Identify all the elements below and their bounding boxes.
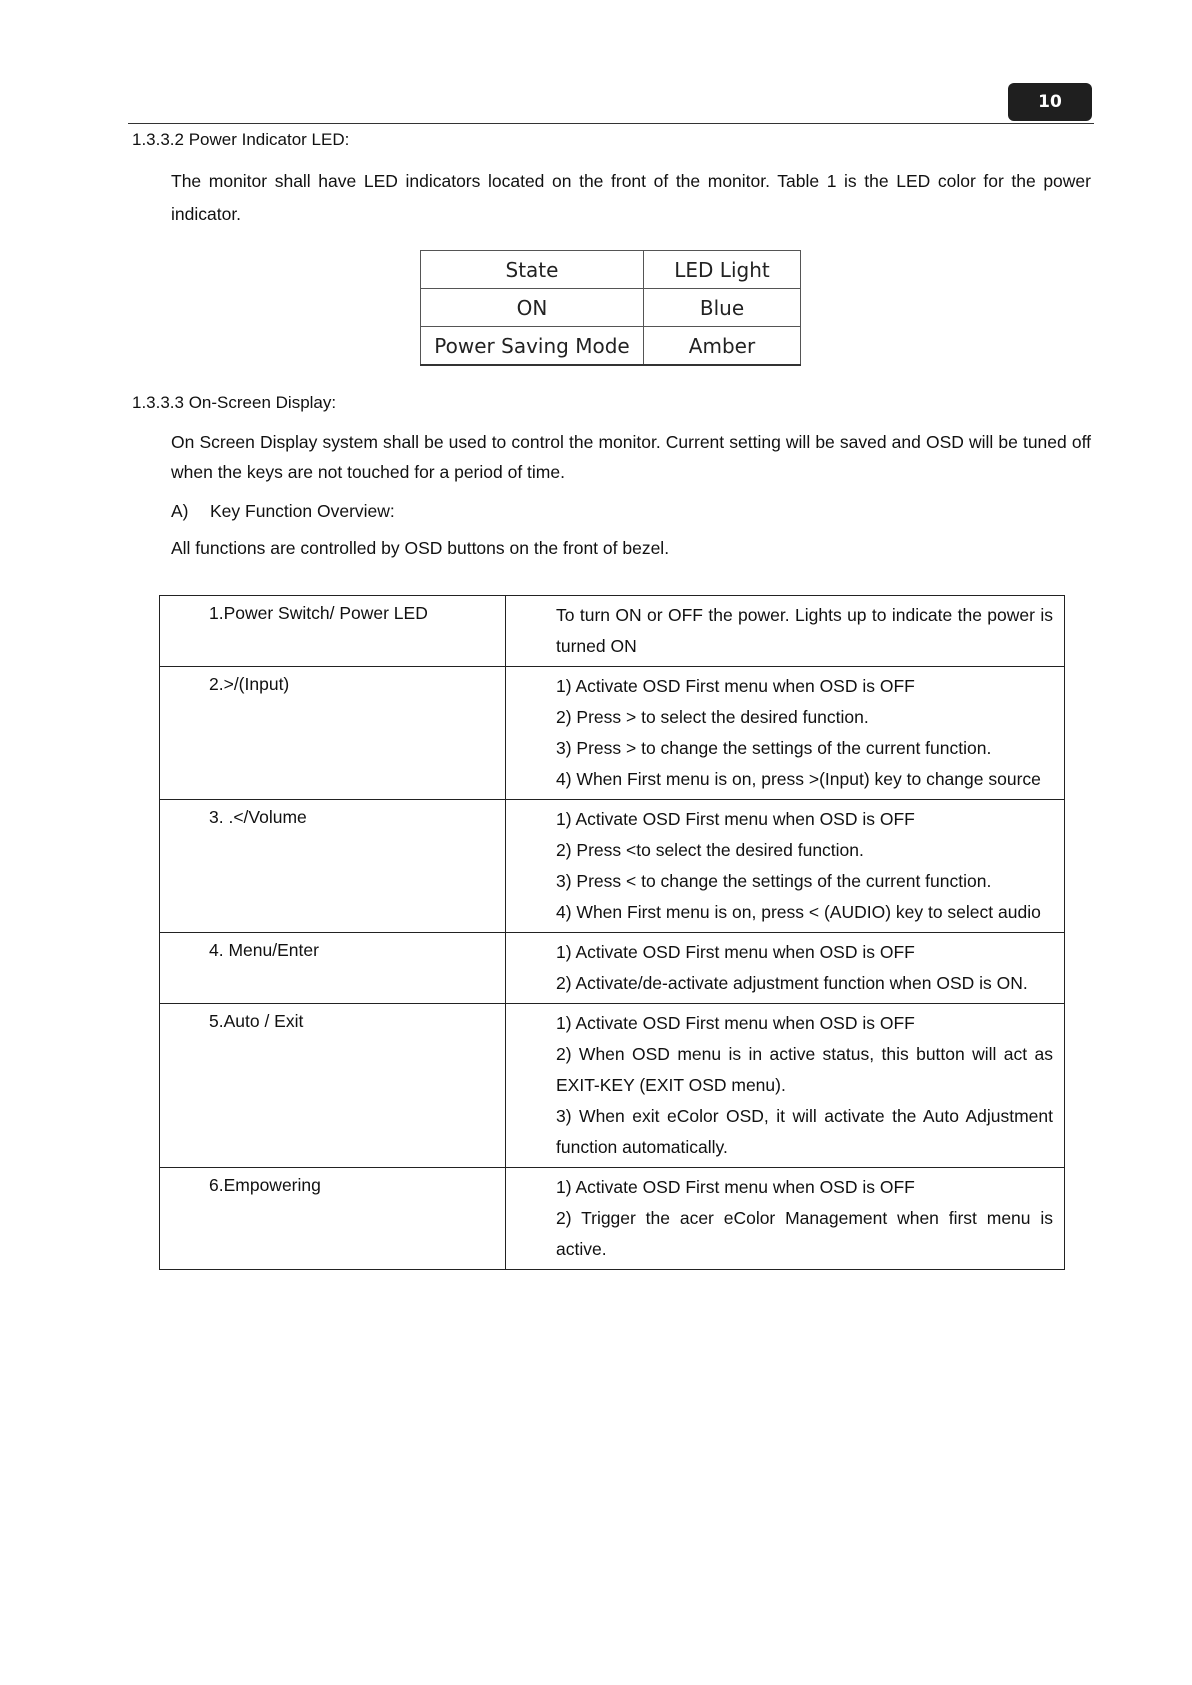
key-description bbox=[506, 933, 1065, 1004]
description-line: 1) Activate OSD First menu when OSD is OFF bbox=[556, 809, 915, 829]
key-name: 6.Empowering bbox=[160, 1168, 506, 1270]
table-row bbox=[421, 327, 801, 366]
key-function-table bbox=[159, 595, 1065, 1270]
cell-state: Power Saving Mode bbox=[421, 327, 644, 366]
cell-led-light: Blue bbox=[644, 289, 801, 327]
table-row bbox=[160, 800, 1065, 933]
description-line: 2) Trigger the acer eColor Management when first menu is active. bbox=[556, 1208, 1053, 1259]
description-line: 4) When First menu is on, press >(Input) key to change source bbox=[556, 769, 1041, 789]
cell-state: ON bbox=[421, 289, 644, 327]
key-name: 2.>/(Input) bbox=[160, 667, 506, 800]
key-name: 4. Menu/Enter bbox=[160, 933, 506, 1004]
table-row bbox=[421, 289, 801, 327]
paragraph-osd-buttons: All functions are controlled by OSD buttons on the front of bezel. bbox=[171, 538, 670, 558]
description-line: 4) When First menu is on, press < (AUDIO) key to select audio bbox=[556, 902, 1041, 922]
description-line: 2) When OSD menu is in active status, this button will act as EXIT-KEY (EXIT OSD menu). bbox=[556, 1044, 1053, 1095]
key-name: 5.Auto / Exit bbox=[160, 1004, 506, 1168]
table-header-row bbox=[421, 251, 801, 289]
description-line: 1) Activate OSD First menu when OSD is OFF bbox=[556, 1013, 915, 1033]
key-description bbox=[506, 800, 1065, 933]
cell-led-light: Amber bbox=[644, 327, 801, 366]
description-line: 3) Press > to change the settings of the current function. bbox=[556, 738, 992, 758]
table-row bbox=[160, 933, 1065, 1004]
heading-on-screen-display: 1.3.3.3 On-Screen Display: bbox=[132, 393, 337, 412]
key-description bbox=[506, 1168, 1065, 1270]
description-line: 3) When exit eColor OSD, it will activate the Auto Adjustment function automatically. bbox=[556, 1106, 1053, 1157]
description-line: 3) Press < to change the settings of the current function. bbox=[556, 871, 992, 891]
key-description bbox=[506, 667, 1065, 800]
description-line: 1) Activate OSD First menu when OSD is OFF bbox=[556, 942, 915, 962]
heading-power-indicator-led: 1.3.3.2 Power Indicator LED: bbox=[132, 130, 350, 149]
description-line: 2) Activate/de-activate adjustment function when OSD is ON. bbox=[556, 973, 1028, 993]
key-description bbox=[506, 1004, 1065, 1168]
description-line: 1) Activate OSD First menu when OSD is OFF bbox=[556, 676, 915, 696]
description-line: To turn ON or OFF the power. Lights up to indicate the power is turned ON bbox=[556, 605, 1053, 656]
key-name: 3. .</Volume bbox=[160, 800, 506, 933]
key-name: 1.Power Switch/ Power LED bbox=[160, 596, 506, 667]
table-row bbox=[160, 596, 1065, 667]
key-description bbox=[506, 596, 1065, 667]
description-line: 2) Press <to select the desired function. bbox=[556, 840, 864, 860]
paragraph-osd-intro: On Screen Display system shall be used to control the monitor. Current setting will be saved and OSD will be tuned off when the keys are not touched for a period of time. bbox=[171, 432, 1091, 482]
header-rule bbox=[128, 123, 1094, 124]
subheading-marker: A) bbox=[171, 501, 189, 521]
table-row bbox=[160, 1004, 1065, 1168]
led-color-table bbox=[420, 250, 801, 366]
description-line: 1) Activate OSD First menu when OSD is OFF bbox=[556, 1177, 915, 1197]
header-led-light: LED Light bbox=[644, 251, 801, 289]
table-row bbox=[160, 667, 1065, 800]
paragraph-led-intro: The monitor shall have LED indicators located on the front of the monitor. Table 1 is the LED color for the power indicator. bbox=[171, 171, 1091, 224]
table-row bbox=[160, 1168, 1065, 1270]
page-number-badge: 10 bbox=[1008, 83, 1092, 121]
subheading-key-function-overview: Key Function Overview: bbox=[210, 501, 395, 521]
description-line: 2) Press > to select the desired function. bbox=[556, 707, 869, 727]
header-state: State bbox=[421, 251, 644, 289]
